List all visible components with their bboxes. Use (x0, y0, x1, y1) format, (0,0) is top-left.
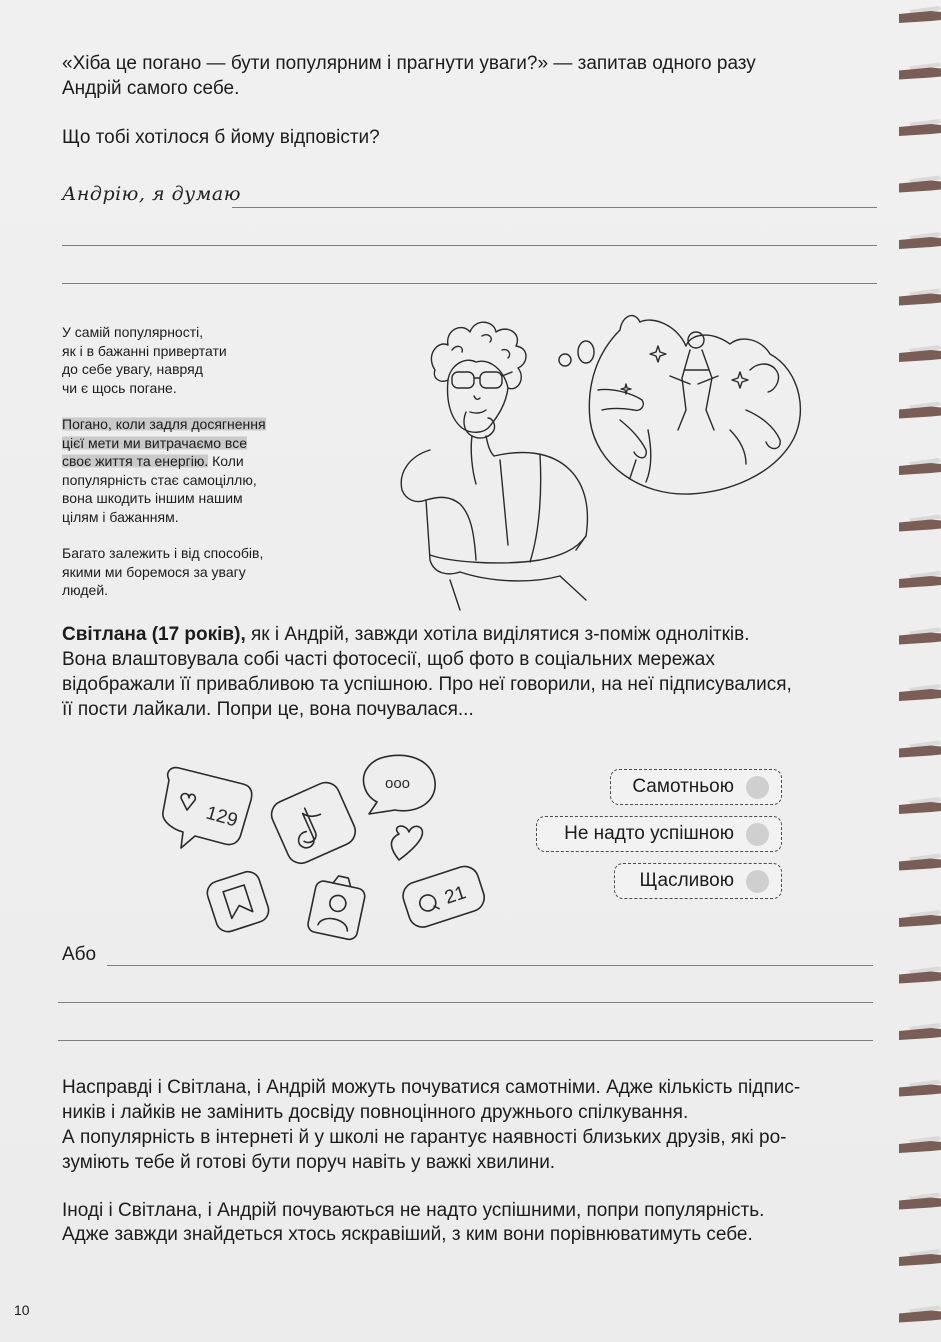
binding-ring (899, 1023, 941, 1040)
binding-ring (899, 854, 941, 871)
comment-count: 21 (442, 882, 469, 909)
binding-ring (899, 910, 941, 927)
note-line: якими ми боремося за увагу (62, 563, 246, 580)
binding-ring (899, 1136, 941, 1153)
conclusion-line: Насправді і Світлана, і Андрій можуть почуватися самотніми. Адже кількість підпис- (62, 1077, 801, 1098)
page-number: 10 (14, 1302, 30, 1318)
highlighted-text: цієї мети ми витрачаємо все (62, 434, 247, 451)
option-label: Щасливою (639, 870, 734, 891)
story-line-3: відображали її привабливою та успішною. Про неї говорили, на неї підписувалися, (62, 674, 792, 695)
binding-ring (899, 628, 941, 645)
binding-ring (899, 1193, 941, 1210)
story-text: як і Андрій, завжди хотіла виділятися з-поміж однолітків. (245, 624, 750, 645)
binding-ring (899, 741, 941, 758)
note-line: чи є щось погане. (62, 379, 177, 396)
conclusion-line: ників і лайків не замінить досвіду повноцінного дружнього спілкування. (62, 1102, 689, 1123)
binding-ring (899, 458, 941, 475)
binding-ring (899, 232, 941, 249)
binding-ring (899, 119, 941, 136)
note-line: до себе увагу, навряд (62, 361, 203, 377)
option-not-successful[interactable] (536, 816, 782, 852)
option-lonely[interactable] (610, 769, 782, 805)
binding-ring (899, 515, 941, 532)
binding-ring (899, 1080, 941, 1097)
binding-ring (899, 967, 941, 984)
binding-ring (899, 1249, 941, 1266)
chat-dots: ooo (385, 775, 411, 792)
conclusion-line: А популярність в інтернеті й у школі не гарантує наявності близьких друзів, які ро- (62, 1127, 787, 1148)
like-count-icon (163, 768, 252, 848)
or-answer-line-3[interactable] (58, 1040, 873, 1041)
option-label: Не надто успішною (564, 823, 734, 844)
option-radio[interactable] (746, 823, 769, 846)
binding-ring (899, 6, 941, 23)
option-radio[interactable] (746, 776, 769, 799)
highlighted-text: своє життя та енергію. (62, 453, 209, 469)
question-line-1: «Хіба це погано — бути популярним і прагнути уваги?» — запитав одного разу (62, 53, 756, 74)
binding-ring (899, 684, 941, 701)
binding-ring (899, 345, 941, 362)
spiral-binding (895, 0, 941, 1342)
chat-bubble-icon (364, 755, 436, 814)
social-media-icons (155, 752, 495, 944)
binding-ring (899, 797, 941, 814)
note-line: вона шкодить іншим нашим (62, 490, 243, 506)
answer-line-2[interactable] (62, 245, 877, 246)
note-line: людей. (62, 582, 109, 598)
note-text: Коли (208, 453, 244, 469)
tiktok-icon (267, 778, 360, 868)
thinking-boy-illustration (390, 300, 810, 612)
heart-icon (391, 826, 422, 860)
note-line: Багато залежить і від способів, (62, 545, 264, 561)
conclusion-line: Адже завжди знайдеться хтось яскравіший, з ким вони порівнюватимуть себе. (62, 1224, 753, 1245)
binding-ring (899, 402, 941, 419)
note-line: цілям і бажанням. (62, 508, 179, 525)
bookmark-icon (204, 869, 271, 935)
conclusion-line: Іноді і Світлана, і Андрій почуваються не надто успішними, попри популярність. (62, 1200, 765, 1221)
story-line-4: її пости лайкали. Попри це, вона почувалася... (62, 699, 474, 720)
note-line: як і в бажанні привертати (62, 342, 227, 359)
note-line: У самій популярності, (62, 324, 204, 340)
highlighted-text: Погано, коли задля досягнення (62, 416, 266, 432)
profile-icon (307, 872, 368, 941)
binding-ring (899, 176, 941, 193)
option-label: Самотньою (632, 776, 734, 797)
binding-ring (899, 63, 941, 80)
option-radio[interactable] (746, 870, 769, 893)
or-answer-line-1[interactable] (107, 965, 873, 966)
option-happy[interactable] (614, 863, 782, 899)
binding-ring (899, 289, 941, 306)
or-answer-line-2[interactable] (58, 1002, 873, 1003)
conclusion-line: зуміють тебе й готові бути поруч навіть у важкі хвилини. (62, 1152, 556, 1173)
story-line-1 (62, 622, 749, 647)
note-line: популярність стає самоціллю, (62, 471, 257, 488)
like-count: 129 (203, 802, 240, 832)
comment-count-icon (399, 863, 487, 931)
binding-ring (899, 1306, 941, 1323)
answer-line-1[interactable] (232, 207, 877, 208)
answer-prompt: Що тобі хотілося б йому відповісти? (62, 127, 380, 148)
binding-ring (899, 571, 941, 588)
question-line-2: Андрій самого себе. (62, 78, 240, 99)
or-label: Або (62, 944, 97, 965)
handwritten-answer-start: Андрію, я думаю (62, 183, 241, 205)
story-person: Світлана (17 років), (62, 624, 246, 645)
answer-line-3[interactable] (62, 283, 877, 284)
popularity-note (62, 323, 302, 600)
story-line-2: Вона влаштовувала собі часті фотосесії, щоб фото в соціальних мережах (62, 649, 715, 670)
